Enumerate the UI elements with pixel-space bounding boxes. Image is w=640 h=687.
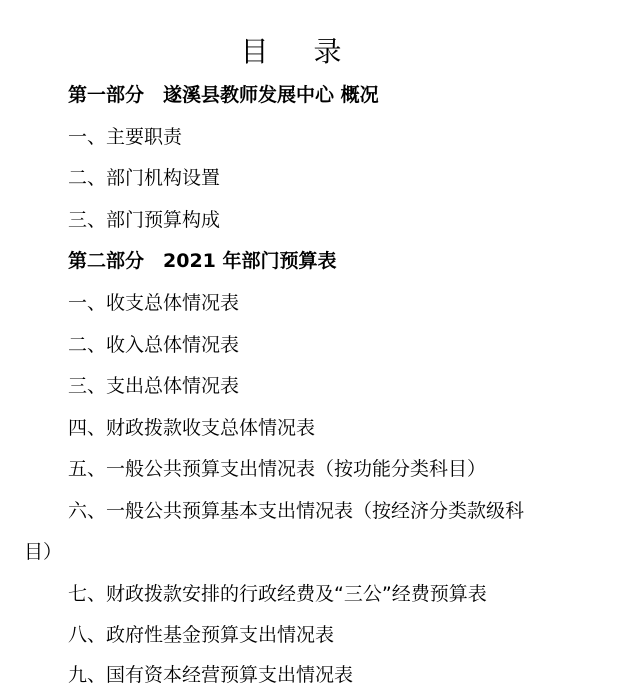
- section-heading-part1: 第一部分 遂溪县教师发展中心 概况: [68, 84, 379, 106]
- page-title: 目 录: [240, 35, 360, 68]
- toc-item: 四、财政拨款收支总体情况表: [68, 417, 316, 439]
- toc-item: 二、部门机构设置: [68, 167, 221, 189]
- toc-item: 九、国有资本经营预算支出情况表: [68, 664, 354, 686]
- toc-item: 一、收支总体情况表: [68, 292, 240, 314]
- toc-item: 八、政府性基金预算支出情况表: [68, 624, 335, 646]
- toc-item: 三、部门预算构成: [68, 209, 221, 231]
- toc-item: 六、一般公共预算基本支出情况表（按经济分类款级科: [68, 500, 525, 522]
- toc-item: 五、一般公共预算支出情况表（按功能分类科目）: [68, 458, 487, 480]
- toc-item: 七、财政拨款安排的行政经费及“三公”经费预算表: [68, 583, 487, 605]
- toc-item-continuation: 目）: [24, 541, 63, 563]
- toc-item: 一、主要职责: [68, 126, 183, 148]
- toc-item: 三、支出总体情况表: [68, 375, 240, 397]
- toc-item: 二、收入总体情况表: [68, 334, 240, 356]
- section-heading-part2: 第二部分 2021 年部门预算表: [68, 250, 337, 272]
